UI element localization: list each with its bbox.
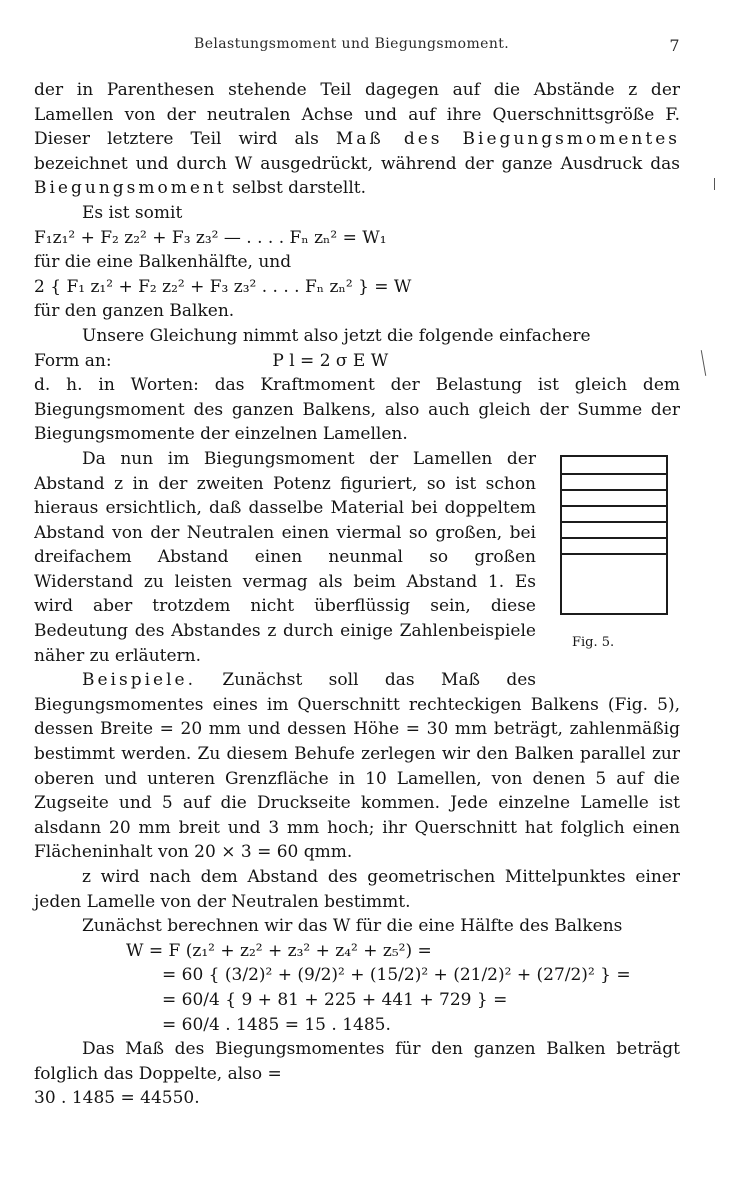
formula-half-beam: F₁z₁² + F₂ z₂² + F₃ z₃² — . . . . Fₙ zₙ² = W₁ — [34, 227, 387, 248]
running-header — [34, 36, 680, 60]
lamella-divider — [562, 521, 666, 523]
equation-line-2: = 60 { (3/2)² + (9/2)² + (15/2)² + (21/2)² + (27/2)² } = — [162, 965, 631, 986]
margin-mark — [701, 350, 706, 376]
formula-whole-beam: 2 { F₁ z₁² + F₂ z₂² + F₃ z₃² . . . . Fₙ zₙ² } = W — [34, 276, 412, 297]
paragraph-5b — [34, 349, 680, 374]
body-text — [34, 78, 680, 1111]
page-number: 7 — [669, 36, 680, 55]
paragraph-5b-text: Form an: — [34, 350, 112, 371]
emphasis-beispiele: Beispiele. — [82, 670, 196, 691]
paragraph-7: Da nun im Biegungsmoment der Lamellen der Abstand z in der zweiten Potenz figuriert, so ist schon hieraus ersichtlich, daß dasselbe Material bei doppeltem Abstand von der Neutralen einen viermal so großen, bei dreifachem Abstand einen neunmal so großen Widerstand zu leisten vermag als beim Abstand 1. Es wird aber trotzdem nicht überflüssig sein, diese Bedeutung des Abstandes z durch einige Zahlenbeispiele näher zu erläutern. — [34, 448, 536, 666]
paragraph-4: für den ganzen Balken. — [34, 301, 235, 322]
emphasis-biegungsmoment: Biegungsmoment — [34, 178, 227, 199]
emphasis-mass-des-biegungsmomentes: Maß des Biegungsmomentes — [335, 129, 681, 150]
paragraph-1-text-c: bezeichnet und durch W ausgedrückt, während der ganze Ausdruck das — [34, 153, 680, 174]
lamella-divider — [562, 537, 666, 539]
paragraph-6: d. h. in Worten: das Kraftmoment der Belastung ist gleich dem Biegungsmoment des ganzen Balkens, also auch gleich der Summe der Biegungsmomente der einzelnen Lamellen. — [34, 375, 680, 445]
equation-line-4: = 60/4 . 1485 = 15 . 1485. — [162, 1014, 391, 1035]
paragraph-9: z wird nach dem Abstand des geometrischen Mittelpunktes einer jeden Lamelle von der Neutralen bestimmt. — [34, 867, 680, 912]
paragraph-8-text: Zunächst soll das Maß des Biegungsmomentes eines im Querschnitt rechteckigen Balkens (Fig. 5), dessen Breite = 20 mm und dessen Höhe = 30 mm beträgt, zahlenmäßig bestimmt werden. Zu diesem Behufe zerlegen wir den Balken parallel zur oberen und unteren Grenzfläche in 10 Lamellen, von denen 5 auf die Zugseite und 5 auf die Druckseite kommen. Jede einzelne Lamelle ist alsdann 20 mm breit und 3 mm hoch; ihr Querschnitt hat folglich einen Flächeninhalt von 20 × 3 = 60 qmm. — [34, 670, 680, 863]
paragraph-1 — [34, 78, 680, 201]
paragraph-2: Es ist somit — [82, 202, 183, 223]
paragraph-3: für die eine Balkenhälfte, und — [34, 252, 292, 273]
text-with-figure — [34, 447, 680, 865]
paragraph-10: Zunächst berechnen wir das W für die eine Hälfte des Balkens — [82, 916, 623, 937]
margin-mark — [714, 178, 715, 190]
formula-result: 30 . 1485 = 44550. — [34, 1088, 200, 1109]
paragraph-5a: Unsere Gleichung nimmt also jetzt die folgende einfachere — [82, 325, 591, 346]
paragraph-1-text-a: der in Parenthesen stehende Teil dagegen auf die Abstände z der Lamellen von der neutralen Achse und auf ihre Querschnittsgröße F. Dieser letztere Teil wird als — [34, 80, 680, 150]
running-title: Belastungsmoment und Biegungsmoment. — [194, 36, 510, 52]
formula-equation: P l = 2 σ E W — [272, 350, 389, 371]
paragraph-11: Das Maß des Biegungsmomentes für den ganzen Balken beträgt folglich das Doppelte, also = — [34, 1039, 680, 1084]
paragraph-1-text-e: selbst darstellt. — [232, 178, 367, 199]
figure-caption: Fig. 5. — [572, 634, 615, 650]
lamella-divider — [562, 505, 666, 507]
lamella-divider — [562, 489, 666, 491]
equation-line-1: W = F (z₁² + z₂² + z₃² + z₄² + z₅²) = — [126, 940, 432, 961]
beam-cross-section-figure — [560, 455, 668, 615]
paragraph-8 — [34, 668, 680, 865]
lamella-divider — [562, 553, 666, 555]
lamella-divider — [562, 473, 666, 475]
equation-line-3: = 60/4 { 9 + 81 + 225 + 441 + 729 } = — [162, 989, 508, 1010]
figure-5 — [554, 455, 676, 681]
